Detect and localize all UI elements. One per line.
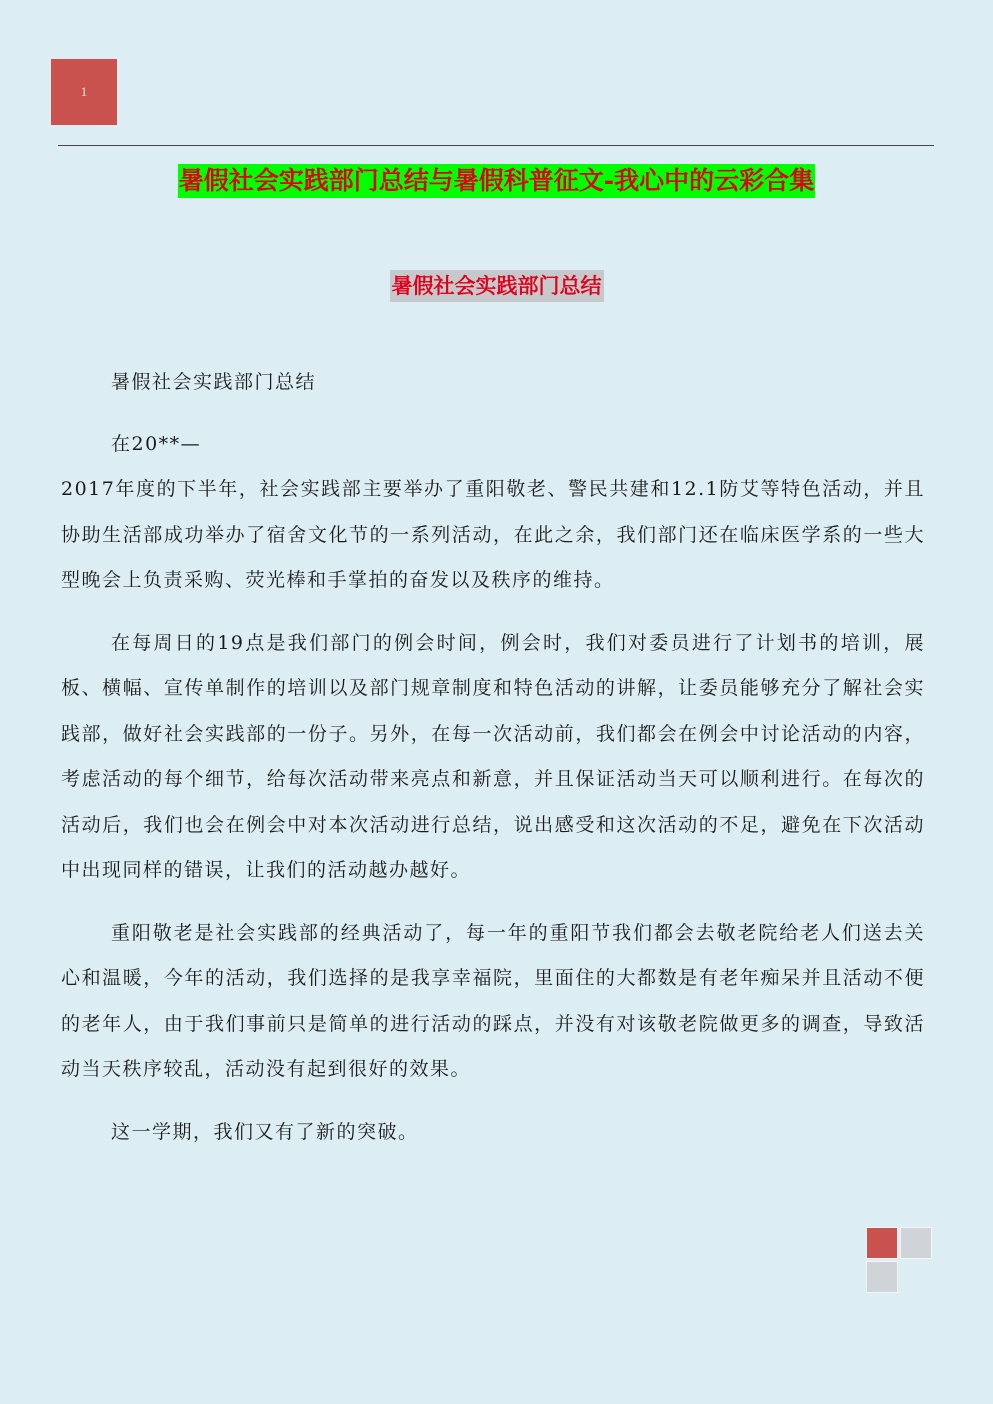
main-title-container <box>0 164 993 198</box>
document-body <box>61 360 925 1172</box>
section-title-container <box>0 270 993 302</box>
page-number-badge <box>51 59 117 125</box>
corner-square-red <box>866 1227 898 1259</box>
header-divider <box>58 145 934 146</box>
corner-square-grey <box>866 1261 898 1293</box>
paragraph-heading: 暑假社会实践部门总结 <box>111 371 317 393</box>
main-title: 暑假社会实践部门总结与暑假科普征文-我心中的云彩合集 <box>178 164 815 198</box>
paragraph: 2017年度的下半年，社会实践部主要举办了重阳敬老、警民共建和12.1防艾等特色活动，并且协助生活部成功举办了宿舍文化节的一系列活动，在此之余，我们部门还在临床医学系的一些大型晚会上负责采购、荧光棒和手掌拍的奋发以及秩序的维持。 <box>61 478 925 591</box>
corner-decoration <box>866 1227 934 1295</box>
paragraph: 在每周日的19点是我们部门的例会时间，例会时，我们对委员进行了计划书的培训，展板、横幅、宣传单制作的培训以及部门规章制度和特色活动的讲解，让委员能够充分了解社会实践部，做好社会实践部的一份子。另外，在每一次活动前，我们都会在例会中讨论活动的内容，考虑活动的每个细节，给每次活动带来亮点和新意，并且保证活动当天可以顺利进行。在每次的活动后，我们也会在例会中对本次活动进行总结，说出感受和这次活动的不足，避免在下次活动中出现同样的错误，让我们的活动越办越好。 <box>61 631 925 881</box>
corner-square-grey <box>900 1227 932 1259</box>
paragraph-intro: 在20**— <box>111 432 202 455</box>
page-number: 1 <box>80 84 88 99</box>
paragraph: 重阳敬老是社会实践部的经典活动了，每一年的重阳节我们都会去敬老院给老人们送去关心和温暖，今年的活动，我们选择的是我享幸福院，里面住的大都数是有老年痴呆并且活动不便的老年人，由于我们事前只是简单的进行活动的踩点，并没有对该敬老院做更多的调查，导致活动当天秩序较乱，活动没有起到很好的效果。 <box>61 921 925 1080</box>
section-title: 暑假社会实践部门总结 <box>390 270 604 302</box>
paragraph: 这一学期，我们又有了新的突破。 <box>111 1120 419 1143</box>
